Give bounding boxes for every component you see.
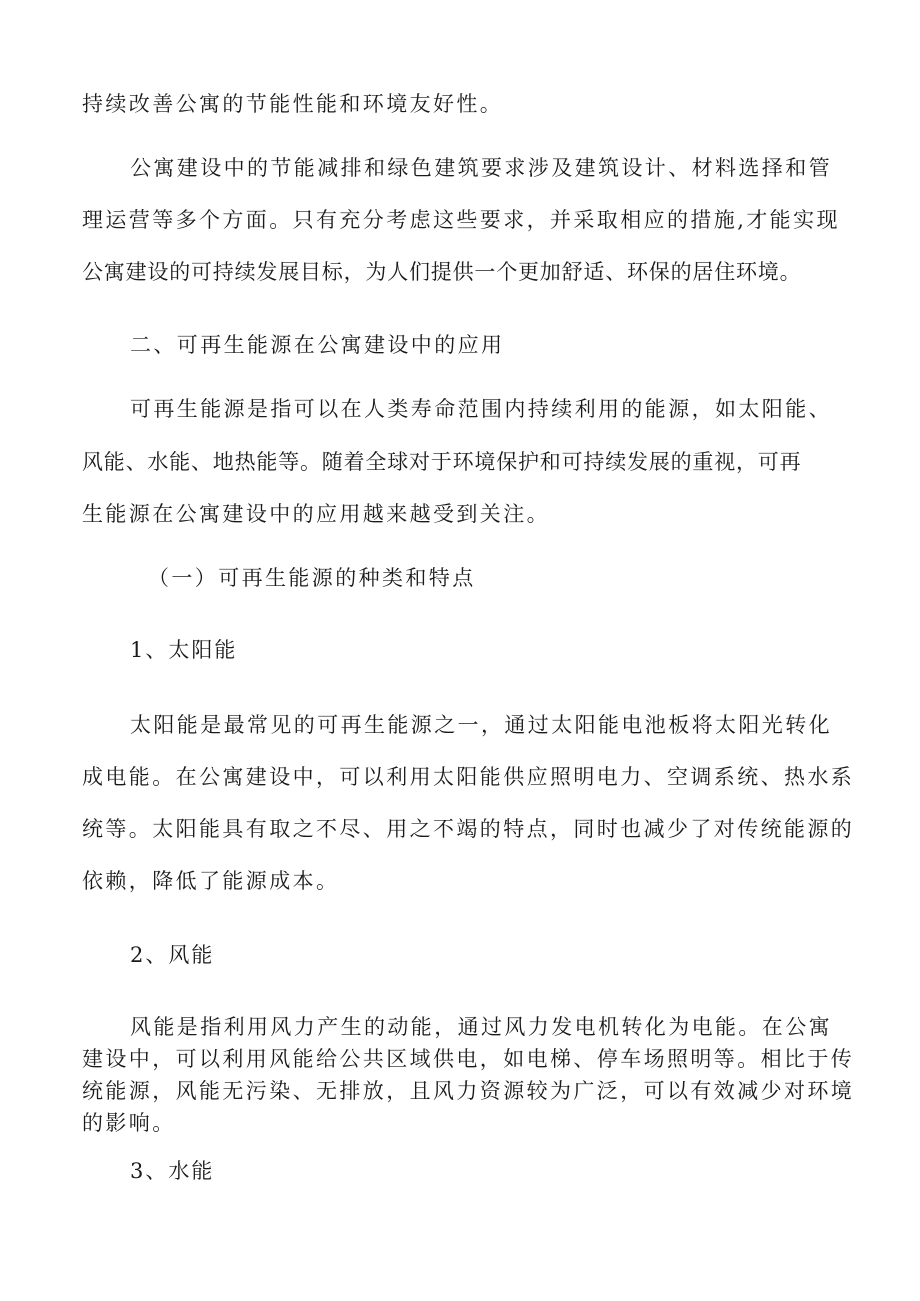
paragraph-line: 公寓建设的可持续发展目标，为人们提供一个更加舒适、环保的居住环境。 — [82, 260, 802, 284]
paragraph-line: 理运营等多个方面。只有充分考虑这些要求，并采取相应的措施,才能实现 — [82, 208, 840, 232]
paragraph-line: 统等。太阳能具有取之不尽、用之不竭的特点，同时也减少了对传统能源的 — [82, 817, 855, 841]
paragraph-line: 依赖，降低了能源成本。 — [82, 869, 340, 893]
subsection-heading: （一）可再生能源的种类和特点 — [148, 566, 476, 590]
item-heading: 2、风能 — [130, 943, 215, 967]
paragraph-line: 生能源在公寓建设中的应用越来越受到关注。 — [82, 502, 550, 526]
paragraph-line: 风能、水能、地热能等。随着全球对于环境保护和可持续发展的重视，可再 — [82, 450, 802, 474]
paragraph-line: 可再生能源是指可以在人类寿命范围内持续利用的能源，如太阳能、 — [130, 397, 832, 421]
item-heading: 1、太阳能 — [130, 638, 238, 662]
paragraph-line: 持续改善公寓的节能性能和环境友好性。 — [82, 92, 504, 116]
paragraph-line: 建设中，可以利用风能给公共区域供电，如电梯、停车场照明等。相比于传 — [82, 1047, 855, 1071]
paragraph-line: 风能是指利用风力产生的动能，通过风力发电机转化为电能。在公寓 — [130, 1015, 832, 1039]
paragraph-line: 成电能。在公寓建设中，可以利用太阳能供应照明电力、空调系统、热水系 — [82, 765, 855, 789]
paragraph-line: 统能源，风能无污染、无排放，且风力资源较为广泛，可以有效减少对环境 — [82, 1079, 855, 1103]
paragraph-line: 太阳能是最常见的可再生能源之一，通过太阳能电池板将太阳光转化 — [130, 713, 832, 737]
section-heading: 二、可再生能源在公寓建设中的应用 — [130, 333, 505, 357]
paragraph-line: 的影响。 — [82, 1111, 176, 1135]
item-heading: 3、水能 — [130, 1159, 215, 1183]
paragraph-line: 公寓建设中的节能减排和绿色建筑要求涉及建筑设计、材料选择和管 — [130, 156, 832, 180]
